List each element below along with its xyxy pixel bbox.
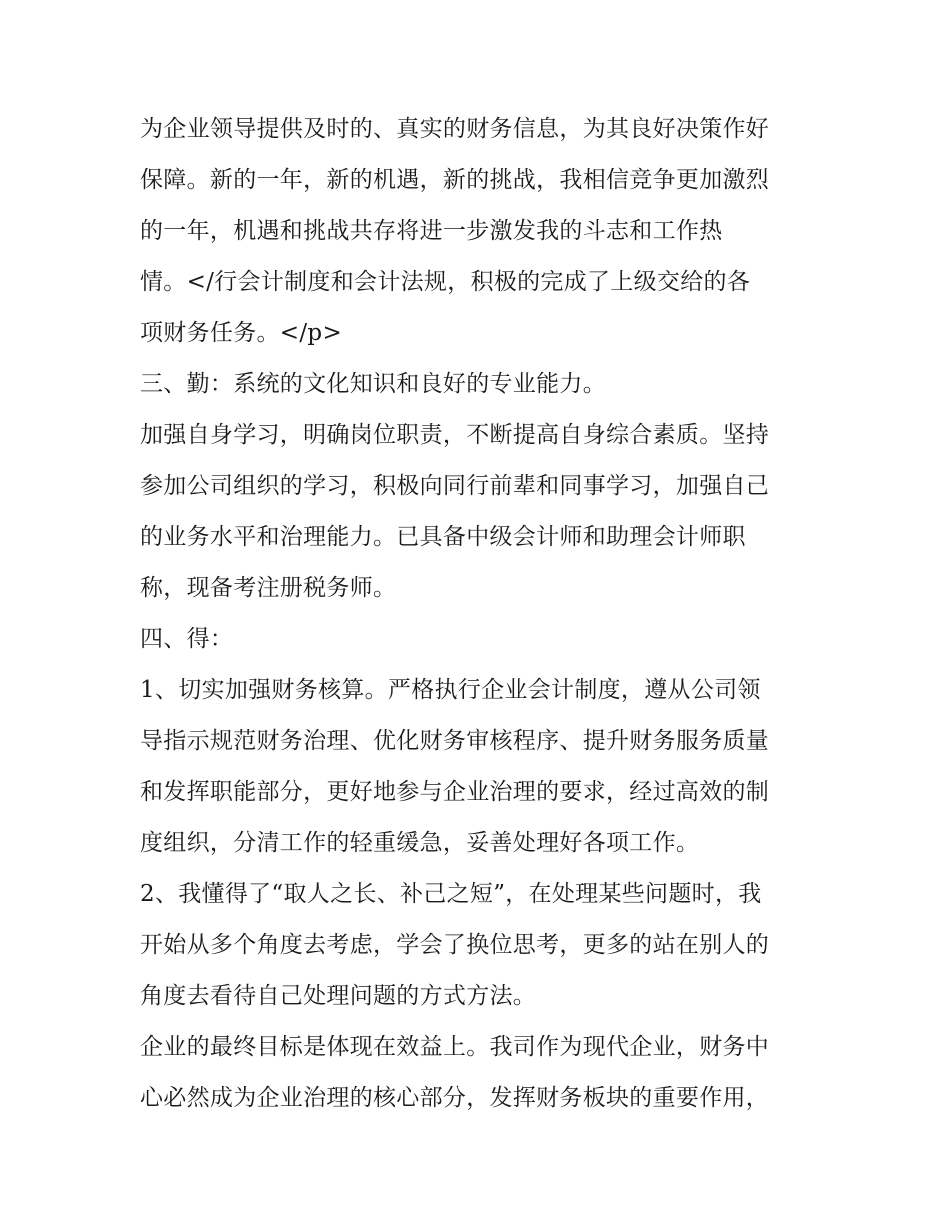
text-line: 开始从多个角度去考虑，学会了换位思考，更多的站在别人的	[140, 932, 770, 958]
text-line: 参加公司组织的学习，积极向同行前辈和同事学习，加强自己	[140, 473, 770, 499]
text-line: 度组织，分清工作的轻重缓急，妥善处理好各项工作。	[140, 830, 700, 856]
text-line: 1、切实加强财务核算。严格执行企业会计制度，遵从公司领	[140, 677, 761, 703]
section-heading: 四、得：	[140, 626, 234, 652]
text-line: 保障。新的一年，新的机遇，新的挑战，我相信竞争更加激烈	[140, 167, 770, 193]
text-line: 称，现备考注册税务师。	[140, 575, 397, 601]
text-line: 2、我懂得了“取人之长、补己之短”，在处理某些问题时，我	[140, 881, 762, 907]
text-line: 的一年，机遇和挑战共存将进一步激发我的斗志和工作热	[140, 218, 723, 244]
text-line: 项财务任务。</p>	[140, 320, 343, 346]
text-line: 和发挥职能部分，更好地参与企业治理的要求，经过高效的制	[140, 779, 770, 805]
text-line: 心必然成为企业治理的核心部分，发挥财务板块的重要作用，	[140, 1085, 770, 1111]
document-body	[140, 104, 820, 1124]
section-heading: 三、勤：系统的文化知识和良好的专业能力。	[140, 371, 606, 397]
text-line: 加强自身学习，明确岗位职责，不断提高自身综合素质。坚持	[140, 422, 770, 448]
text-line: 的业务水平和治理能力。已具备中级会计师和助理会计师职	[140, 524, 746, 550]
text-line: 导指示规范财务治理、优化财务审核程序、提升财务服务质量	[140, 728, 770, 754]
text-line: 角度去看待自己处理问题的方式方法。	[140, 983, 537, 1009]
text-line: 企业的最终目标是体现在效益上。我司作为现代企业，财务中	[140, 1034, 770, 1060]
text-line: 情。</行会计制度和会计法规，积极的完成了上级交给的各	[140, 269, 751, 295]
text-line: 为企业领导提供及时的、真实的财务信息，为其良好决策作好	[140, 116, 770, 142]
